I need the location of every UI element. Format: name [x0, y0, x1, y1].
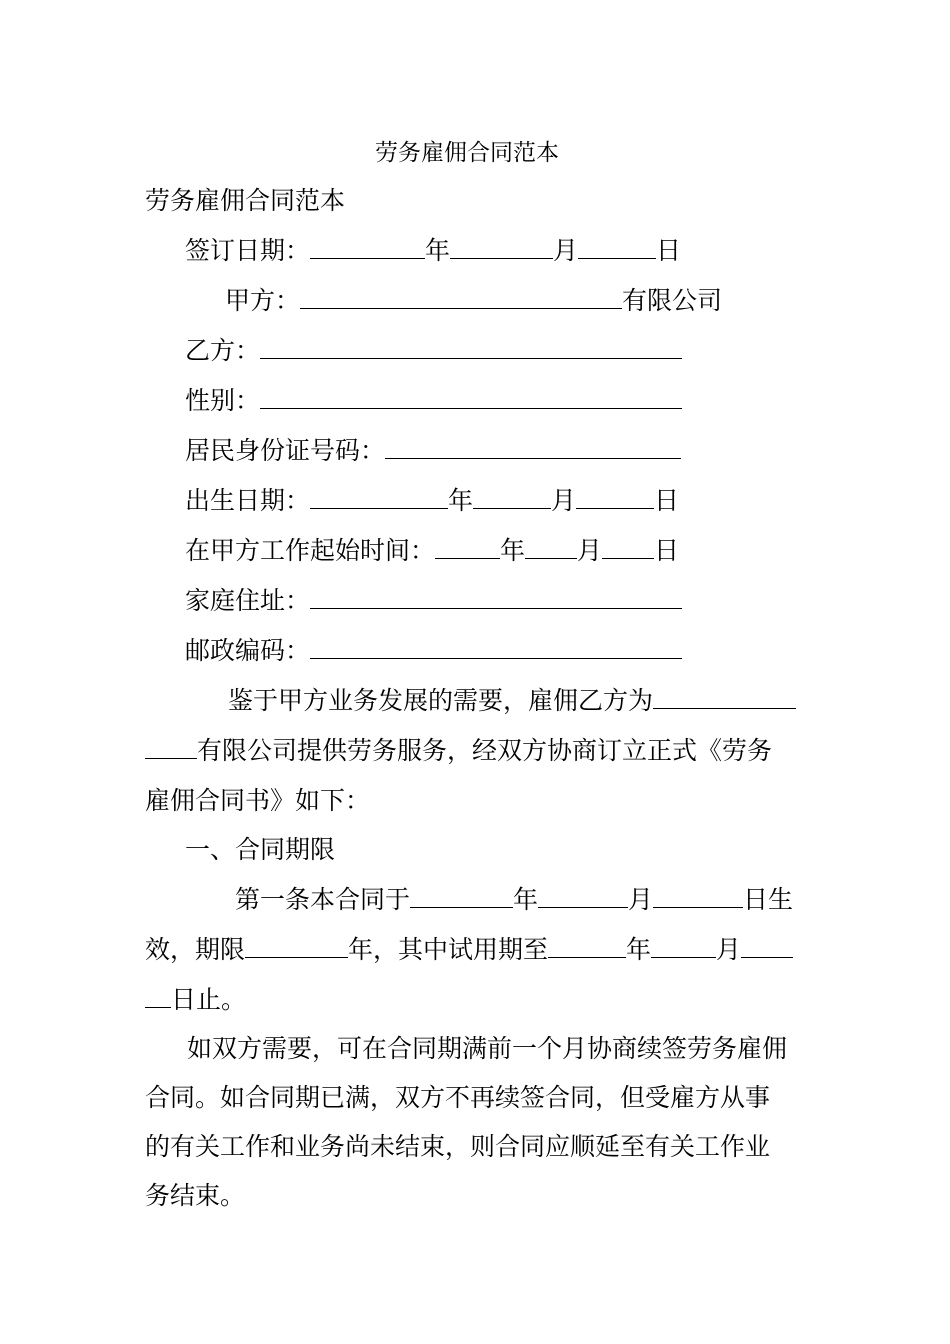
probation-year-blank[interactable] [548, 935, 626, 958]
intro-line-2: 有限公司提供劳务服务，经双方协商订立正式《劳务 [145, 736, 772, 766]
renewal-line-2: 合同。如合同期已满，双方不再续签合同，但受雇方从事 [145, 1083, 771, 1112]
start-day-blank[interactable] [602, 536, 654, 559]
party-b-label: 乙方： [185, 336, 261, 365]
start-month-blank[interactable] [525, 536, 577, 559]
effective-month-blank[interactable] [538, 885, 628, 908]
birth-day-blank[interactable] [576, 486, 654, 509]
address-label: 家庭住址： [185, 586, 311, 615]
birth-year-blank[interactable] [310, 486, 448, 509]
sign-date-label: 签订日期： [185, 236, 311, 265]
sign-day-blank[interactable] [578, 236, 656, 259]
start-date-row: 在甲方工作起始时间： 年 月 日 [185, 536, 680, 565]
birth-month-blank[interactable] [473, 486, 551, 509]
probation-day-blank[interactable] [741, 935, 793, 958]
sign-date-row: 签订日期： 年 月 日 [185, 236, 682, 265]
address-blank[interactable] [310, 586, 682, 609]
probation-month-blank[interactable] [651, 935, 716, 958]
start-year-blank[interactable] [435, 536, 500, 559]
renewal-line-4: 务结束。 [145, 1181, 246, 1210]
start-date-label: 在甲方工作起始时间： [185, 536, 436, 565]
section-heading: 一、合同期限 [185, 835, 336, 864]
party-b-row [185, 336, 682, 366]
birth-date-label: 出生日期： [185, 486, 311, 515]
article1-line-1: 第一条本合同于 年 月 日生 [235, 885, 794, 914]
probation-day-blank-cont[interactable] [145, 985, 171, 1008]
renewal-line-3: 的有关工作和业务尚未结束，则合同应顺延至有关工作业 [145, 1132, 771, 1161]
postal-code-blank[interactable] [310, 636, 682, 659]
postal-code-label: 邮政编码： [185, 636, 311, 665]
party-a-label: 甲方： [225, 286, 301, 315]
sign-month-blank[interactable] [450, 236, 553, 259]
gender-label: 性别： [185, 386, 261, 415]
party-b-blank[interactable] [260, 336, 682, 359]
id-number-blank[interactable] [385, 436, 681, 459]
gender-row [185, 386, 682, 416]
document-subtitle: 劳务雇佣合同范本 [145, 186, 346, 215]
renewal-line-1: 如双方需要，可在合同期满前一个月协商续签劳务雇佣 [187, 1034, 788, 1063]
intro-line-1: 鉴于甲方业务发展的需要，雇佣乙方为 [228, 686, 796, 716]
birth-date-row: 出生日期： 年 月 日 [185, 486, 680, 515]
id-number-row [185, 436, 681, 466]
id-number-label: 居民身份证号码： [185, 436, 386, 465]
effective-day-blank[interactable] [653, 885, 743, 908]
page-title: 劳务雇佣合同范本 [375, 140, 559, 166]
effective-year-blank[interactable] [410, 885, 513, 908]
company-name-blank-cont[interactable] [145, 736, 197, 759]
party-a-blank[interactable] [300, 286, 622, 309]
postal-code-row [185, 636, 682, 666]
article1-line-3: 日止。 [145, 985, 246, 1015]
intro-line-3: 雇佣合同书》如下： [145, 786, 371, 815]
sign-year-blank[interactable] [310, 236, 425, 259]
party-a-row [225, 286, 722, 316]
term-years-blank[interactable] [245, 935, 348, 958]
address-row [185, 586, 682, 616]
gender-blank[interactable] [260, 386, 682, 409]
party-a-suffix: 有限公司 [622, 286, 723, 315]
company-name-blank[interactable] [653, 686, 796, 709]
article1-line-2: 效，期限 年，其中试用期至 年 月 [145, 935, 793, 965]
